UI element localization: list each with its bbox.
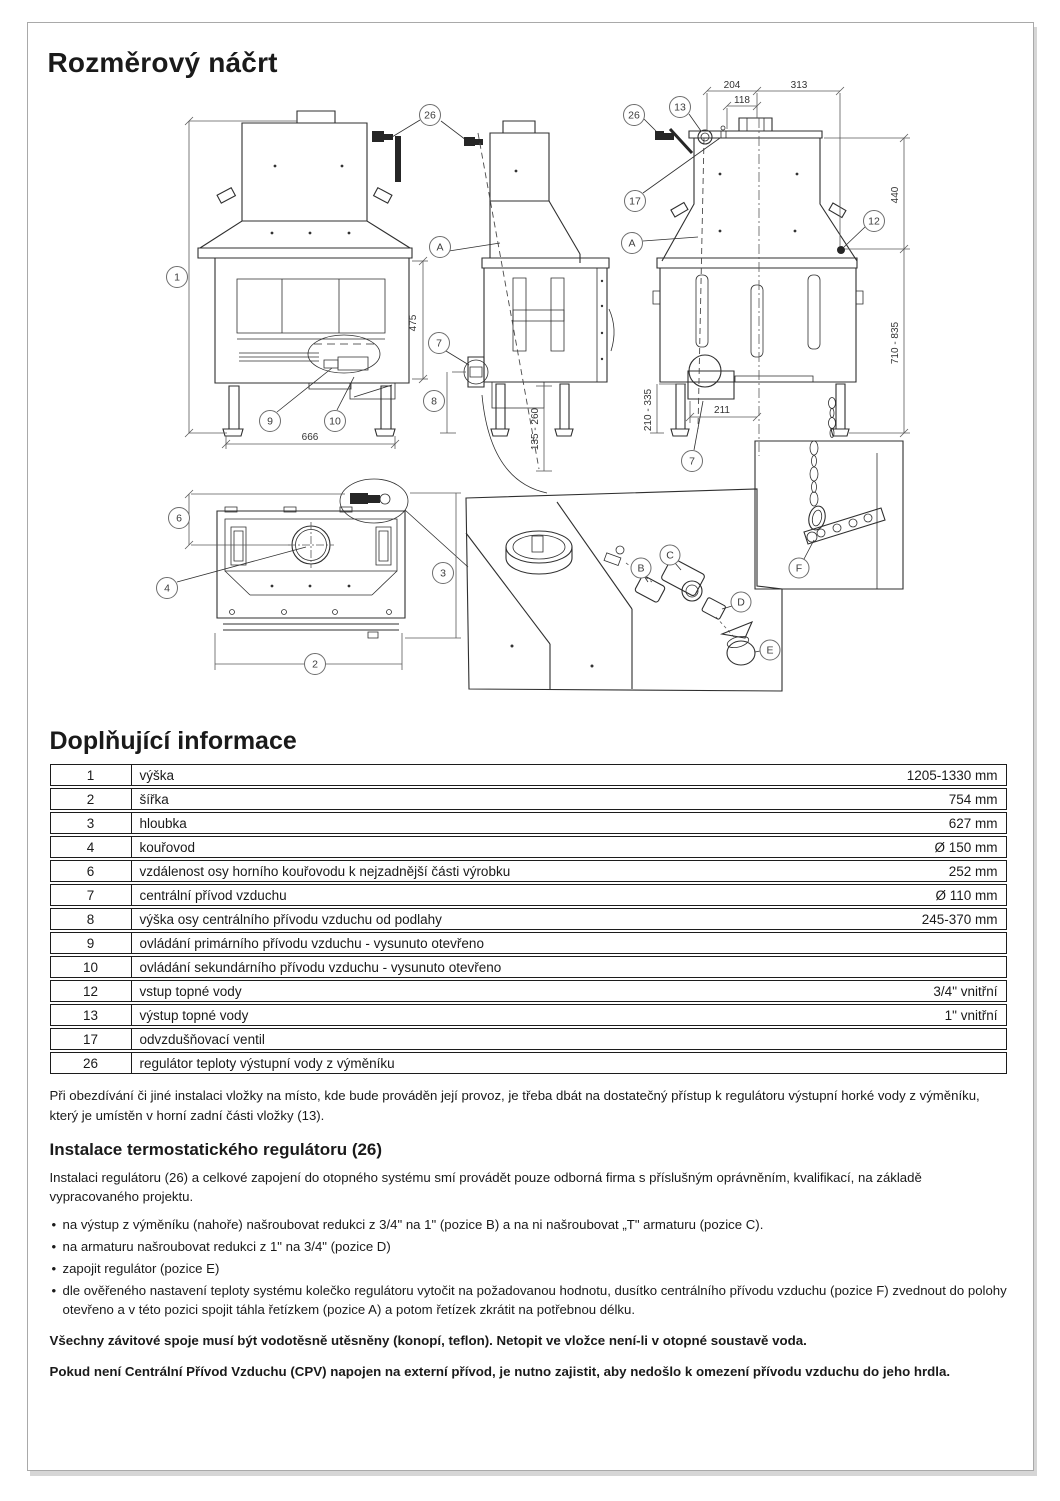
row-description: výška osy centrálního přívodu vzduchu od podlahy: [139, 911, 442, 927]
callout-A-rear: A: [627, 237, 636, 250]
row-number: 7: [51, 885, 132, 905]
callout-26-rear: 26: [627, 109, 640, 122]
row-value: 627 mm: [948, 815, 998, 831]
row-value: 252 mm: [948, 863, 998, 879]
row-description: vstup topné vody: [139, 983, 242, 999]
install-intro-paragraph: Instalaci regulátoru (26) a celkové zapojení do otopného systému smí provádět pouze odborná firma s příslušným oprávněním, kvalifikací, na základě vypracovaného projektu.: [49, 1169, 922, 1205]
row-number: 4: [51, 837, 132, 857]
dim-front-width: 666: [301, 432, 318, 443]
dim-top-left: 204: [723, 81, 740, 91]
row-value: [990, 957, 1006, 977]
install-heading: Instalace termostatického regulátoru (26): [49, 1139, 383, 1159]
callout-1: 1: [173, 271, 180, 284]
chain-detail-view: [755, 441, 903, 589]
row-description: centrální přívod vzduchu: [139, 887, 287, 903]
table-row: [50, 956, 1007, 978]
row-description: výška: [139, 767, 175, 783]
callout-7-rear: 7: [688, 455, 695, 468]
callout-7-side: 7: [435, 337, 442, 350]
dim-rear-cpv-floor: 210 - 335: [642, 388, 654, 432]
callout-10: 10: [328, 415, 341, 428]
callout-9: 9: [266, 415, 273, 428]
callout-12: 12: [867, 215, 880, 228]
dim-collar-offset: 118: [733, 95, 750, 106]
dim-rear-cpv-offset: 211: [713, 405, 730, 416]
page-title: Rozměrový náčrt: [47, 47, 278, 78]
table-row: [50, 1004, 1007, 1026]
list-item: • zapojit regulátor (pozice E): [50, 1259, 1009, 1279]
dim-upper-height: 440: [889, 186, 901, 204]
document-page: [27, 22, 1034, 1471]
callout-F: F: [795, 562, 802, 575]
dim-side-cpv-floor: 135 - 260: [529, 407, 541, 451]
table-row: [50, 812, 1007, 834]
callout-D: D: [736, 596, 745, 609]
row-value: 245-370 mm: [921, 911, 998, 927]
row-value: 1" vnitřní: [944, 1007, 998, 1023]
callout-2: 2: [311, 658, 318, 671]
table-row: [50, 908, 1007, 930]
exploded-view: [466, 489, 782, 691]
row-number: 6: [51, 861, 132, 881]
intro-paragraph: Při obezdívání či jiné instalaci vložky na místo, kde bude prováděn její provoz, je třeba dbát na dostatečný přístup k regulátoru výstupní horké vody z výměníku, který je umístěn v horní zadní části vložky (13).: [49, 1088, 980, 1123]
row-value: Ø 150 mm: [934, 839, 998, 855]
row-description: ovládání primárního přívodu vzduchu - vysunuto otevřeno: [139, 935, 484, 951]
row-number: 9: [51, 933, 132, 953]
row-number: 17: [51, 1029, 132, 1049]
dimensional-drawing: [92, 81, 1009, 701]
row-description: odvzdušňovací ventil: [139, 1031, 265, 1047]
row-value: [990, 1053, 1006, 1073]
callout-3: 3: [439, 567, 446, 580]
row-number: 8: [51, 909, 132, 929]
callout-6: 6: [175, 512, 182, 525]
row-number: 13: [51, 1005, 132, 1025]
rear-view: [621, 81, 910, 472]
callout-C: C: [665, 549, 674, 562]
row-value: 3/4" vnitřní: [933, 983, 998, 999]
front-view: [166, 105, 466, 450]
table-row: [50, 1052, 1007, 1074]
row-number: 2: [51, 789, 132, 809]
row-value: Ø 110 mm: [935, 887, 998, 903]
callout-26-front: 26: [423, 109, 436, 122]
callout-13: 13: [673, 101, 686, 114]
table-row: [50, 836, 1007, 858]
dim-body-height: 710 - 835: [889, 321, 901, 365]
table-row: [50, 980, 1007, 1002]
callout-17: 17: [628, 195, 641, 208]
side-view: [423, 121, 614, 493]
technical-drawing-svg: [92, 81, 992, 701]
row-value: [990, 933, 1006, 953]
warning-sealing: Všechny závitové spoje musí být vodotěsně utěsněny (konopí, teflon). Netopit ve vložce není-li v otopné soustavě voda.: [49, 1333, 807, 1349]
callout-E: E: [765, 644, 774, 657]
callout-8: 8: [430, 395, 437, 408]
row-number: 1: [51, 765, 132, 785]
list-item: • na armaturu našroubovat redukci z 1" na 3/4" (pozice D): [50, 1237, 1009, 1257]
table-row: [50, 860, 1007, 882]
table-row: [50, 932, 1007, 954]
row-value: 1205-1330 mm: [906, 767, 998, 783]
dim-top-right: 313: [790, 81, 807, 91]
callout-A-side: A: [435, 241, 444, 254]
row-value: 754 mm: [948, 791, 998, 807]
table-row: [50, 764, 1007, 786]
row-description: výstup topné vody: [139, 1007, 249, 1023]
spec-table: [50, 764, 1007, 1074]
row-description: šířka: [139, 791, 169, 807]
row-value: [990, 1029, 1006, 1049]
install-steps-list: [50, 1215, 1009, 1320]
section-title: Doplňující informace: [49, 727, 297, 755]
callout-4: 4: [163, 582, 170, 595]
table-row: [50, 788, 1007, 810]
row-description: ovládání sekundárního přívodu vzduchu - vysunuto otevřeno: [139, 959, 502, 975]
row-description: kouřovod: [139, 839, 196, 855]
list-item: • na výstup z výměníku (nahoře) našroubovat redukci z 3/4" na 1" (pozice B) a na ni našroubovat „T" armaturu (pozice C).: [50, 1215, 1009, 1235]
row-number: 26: [51, 1053, 132, 1073]
list-item: • dle ověřeného nastavení teploty systému kolečko regulátoru vytočit na požadovanou hodnotu, dusítko centrálního přívodu vzduchu (pozice F) zvednout do polohy otevřeno a v této pozici spojit táhla řetízkem (pozice A) a potom řetízek zkrátit na potřebnou délku.: [50, 1281, 1009, 1321]
dim-front-firebox-height: 475: [407, 314, 419, 332]
row-number: 10: [51, 957, 132, 977]
table-row: [50, 884, 1007, 906]
row-description: vzdálenost osy horního kouřovodu k nejzadnější části výrobku: [139, 863, 511, 879]
callout-B: B: [636, 562, 645, 575]
table-row: [50, 1028, 1007, 1050]
top-view: [156, 479, 468, 675]
row-number: 12: [51, 981, 132, 1001]
row-number: 3: [51, 813, 132, 833]
row-description: regulátor teploty výstupní vody z výměníku: [139, 1055, 395, 1071]
warning-cpv: Pokud není Centrální Přívod Vzduchu (CPV) napojen na externí přívod, je nutno zajistit, aby nedošlo k omezení přívodu vzduchu do jeho hrdla.: [49, 1364, 951, 1380]
row-description: hloubka: [139, 815, 187, 831]
